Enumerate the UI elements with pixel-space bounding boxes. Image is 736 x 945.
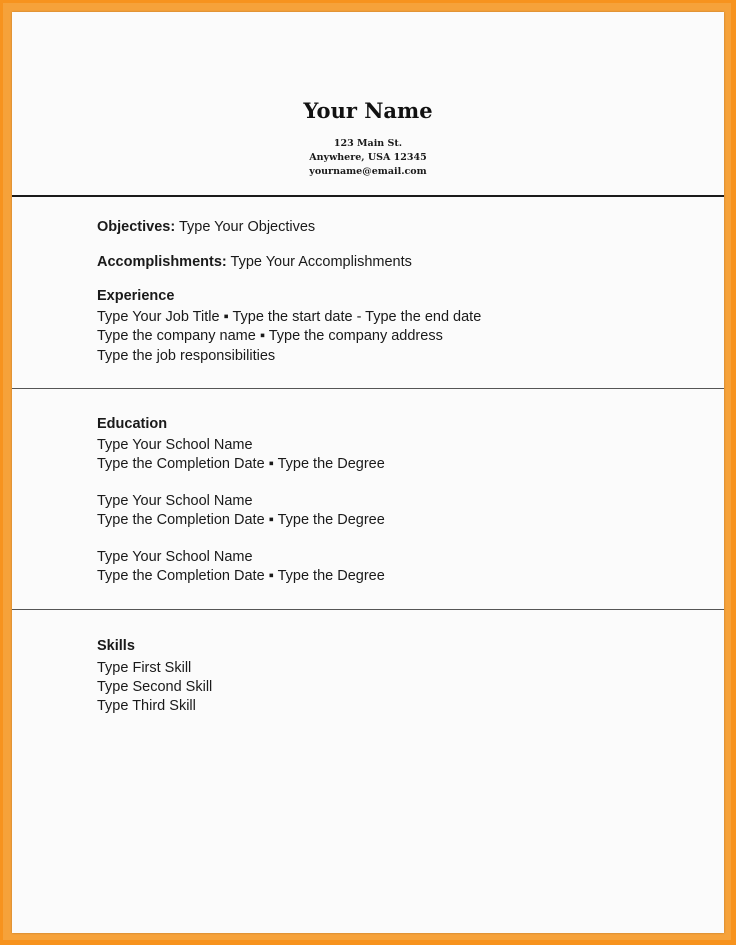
section-divider [12,609,724,610]
experience-heading: Experience [97,288,175,304]
email-address: yourname@email.com [309,166,427,177]
resume-page [12,12,724,933]
education-detail: Type the Completion Date ▪ Type the Degree [97,512,385,528]
accomplishments-row [97,253,412,271]
education-detail: Type the Completion Date ▪ Type the Degree [97,456,385,472]
education-school: Type Your School Name [97,437,253,453]
address-line-1: 123 Main St. [333,138,403,149]
accomplishments-label: Accomplishments: [97,254,227,270]
education-school: Type Your School Name [97,549,253,565]
accomplishments-value: Type Your Accomplishments [230,254,412,270]
education-heading: Education [97,416,168,432]
address-line-2: Anywhere, USA 12345 [309,152,427,163]
header-divider [12,195,724,197]
objectives-value: Type Your Objectives [178,219,316,235]
objectives-row [97,218,315,236]
skill-item: Type Third Skill [97,698,196,714]
experience-line: Type the company name ▪ Type the company address [97,328,443,344]
education-detail: Type the Completion Date ▪ Type the Degree [97,568,385,584]
section-divider [12,388,724,389]
skill-item: Type Second Skill [97,679,213,695]
education-school: Type Your School Name [97,493,253,509]
resume-name: Your Name [303,98,433,123]
experience-line: Type Your Job Title ▪ Type the start date - Type the end date [97,309,482,325]
objectives-label: Objectives: [97,219,176,235]
skills-heading: Skills [97,638,135,654]
skill-item: Type First Skill [97,660,192,676]
experience-line: Type the job responsibilities [97,348,276,364]
